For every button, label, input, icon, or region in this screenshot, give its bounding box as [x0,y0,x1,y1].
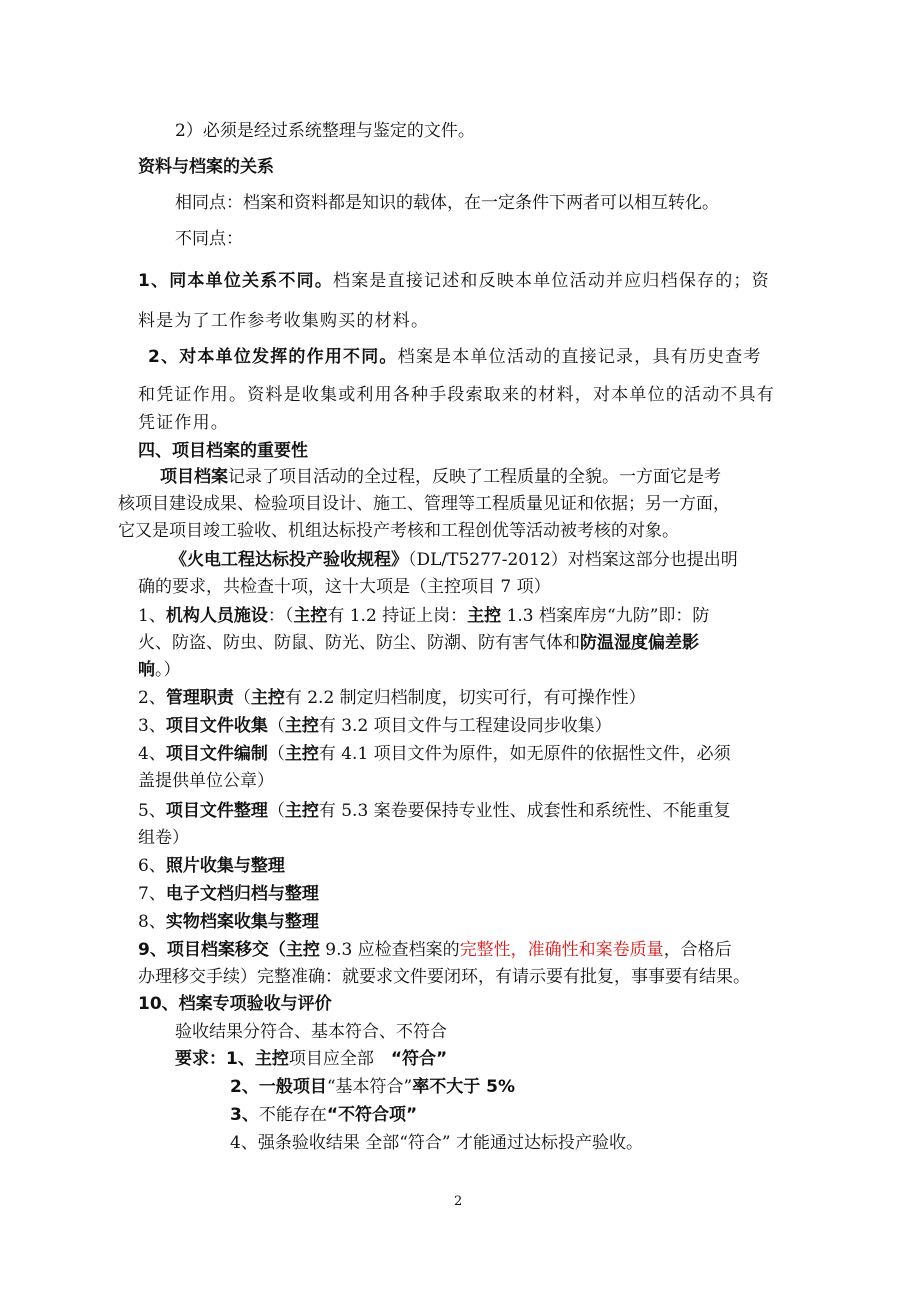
list-item: 10、档案专项验收与评价 [138,994,332,1014]
text-line: 2、一般项目“基本符合”率不大于 5% [230,1077,516,1097]
text-line: 验收结果分符合、基本符合、不符合 [175,1022,447,1042]
list-item: 9、项目档案移交（主控 9.3 应检查档案的完整性，准确性和案卷质量，合格后 [138,940,732,960]
text-line: 响。） [138,660,181,680]
text-line: 相同点：档案和资料都是知识的载体，在一定条件下两者可以相互转化。 [175,193,719,213]
list-item: 1、机构人员施设：（主控有 1.2 持证上岗：主控 1.3 档案库房“九防”即：防 [138,606,710,626]
text-line: 要求：1、主控项目应全部 “符合” [175,1049,448,1069]
list-item: 3、项目文件收集（主控有 3.2 项目文件与工程建设同步收集） [138,716,612,736]
text-line: 组卷） [138,828,189,848]
text-line: 《火电工程达标投产验收规程》（DL/T5277-2012）对档案这部分也提出明 [170,550,738,570]
text-line: 凭证作用。 [138,413,229,433]
text-line: 火、防盗、防虫、防鼠、防光、防尘、防潮、防有害气体和防温湿度偏差影 [138,633,699,653]
text-line: 核项目建设成果、检验项目设计、施工、管理等工程质量见证和依据；另一方面， [118,494,730,514]
text-line: 1、同本单位关系不同。档案是直接记述和反映本单位活动并应归档保存的；资 [138,271,770,291]
text-line: 盖提供单位公章） [138,771,274,791]
text-line: 料是为了工作参考收集购买的材料。 [138,311,430,331]
text-line: 它又是项目竣工验收、机组达标投产考核和工程创优等活动被考核的对象。 [118,521,679,541]
list-item: 4、项目文件编制（主控有 4.1 项目文件为原件，如无原件的依据性文件，必须 [138,744,731,764]
text-line: 办理移交手续）完整准确：就要求文件要闭环，有请示要有批复，事事要有结果。 [138,967,750,987]
text-line: 4、强条验收结果 全部“符合” 才能通过达标投产验收。 [230,1133,644,1153]
section-heading: 资料与档案的关系 [138,157,274,177]
list-item: 2、管理职责（主控有 2.2 制定归档制度，切实可行，有可操作性） [138,688,646,708]
text-line: 确的要求，共检查十项，这十大项是（主控项目 7 项） [138,577,551,597]
text-line: 和凭证作用。资料是收集或利用各种手段索取来的材料，对本单位的活动不具有 [138,385,775,405]
text-line: 2、对本单位发挥的作用不同。档案是本单位活动的直接记录，具有历史查考 [148,347,762,367]
text-line: 项目档案记录了项目活动的全过程，反映了工程质量的全貌。一方面它是考 [160,467,721,487]
text-line: 3、不能存在“不符合项” [230,1105,418,1125]
page-number: 2 [454,1194,463,1209]
text-line: 2）必须是经过系统整理与鉴定的文件。 [175,121,475,141]
list-item: 5、项目文件整理（主控有 5.3 案卷要保持专业性、成套性和系统性、不能重复 [138,801,731,821]
list-item: 8、实物档案收集与整理 [138,912,319,932]
list-item: 6、照片收集与整理 [138,856,285,876]
list-item: 7、电子文档归档与整理 [138,884,319,904]
section-heading: 四、项目档案的重要性 [138,441,308,461]
text-line: 不同点： [175,229,243,249]
